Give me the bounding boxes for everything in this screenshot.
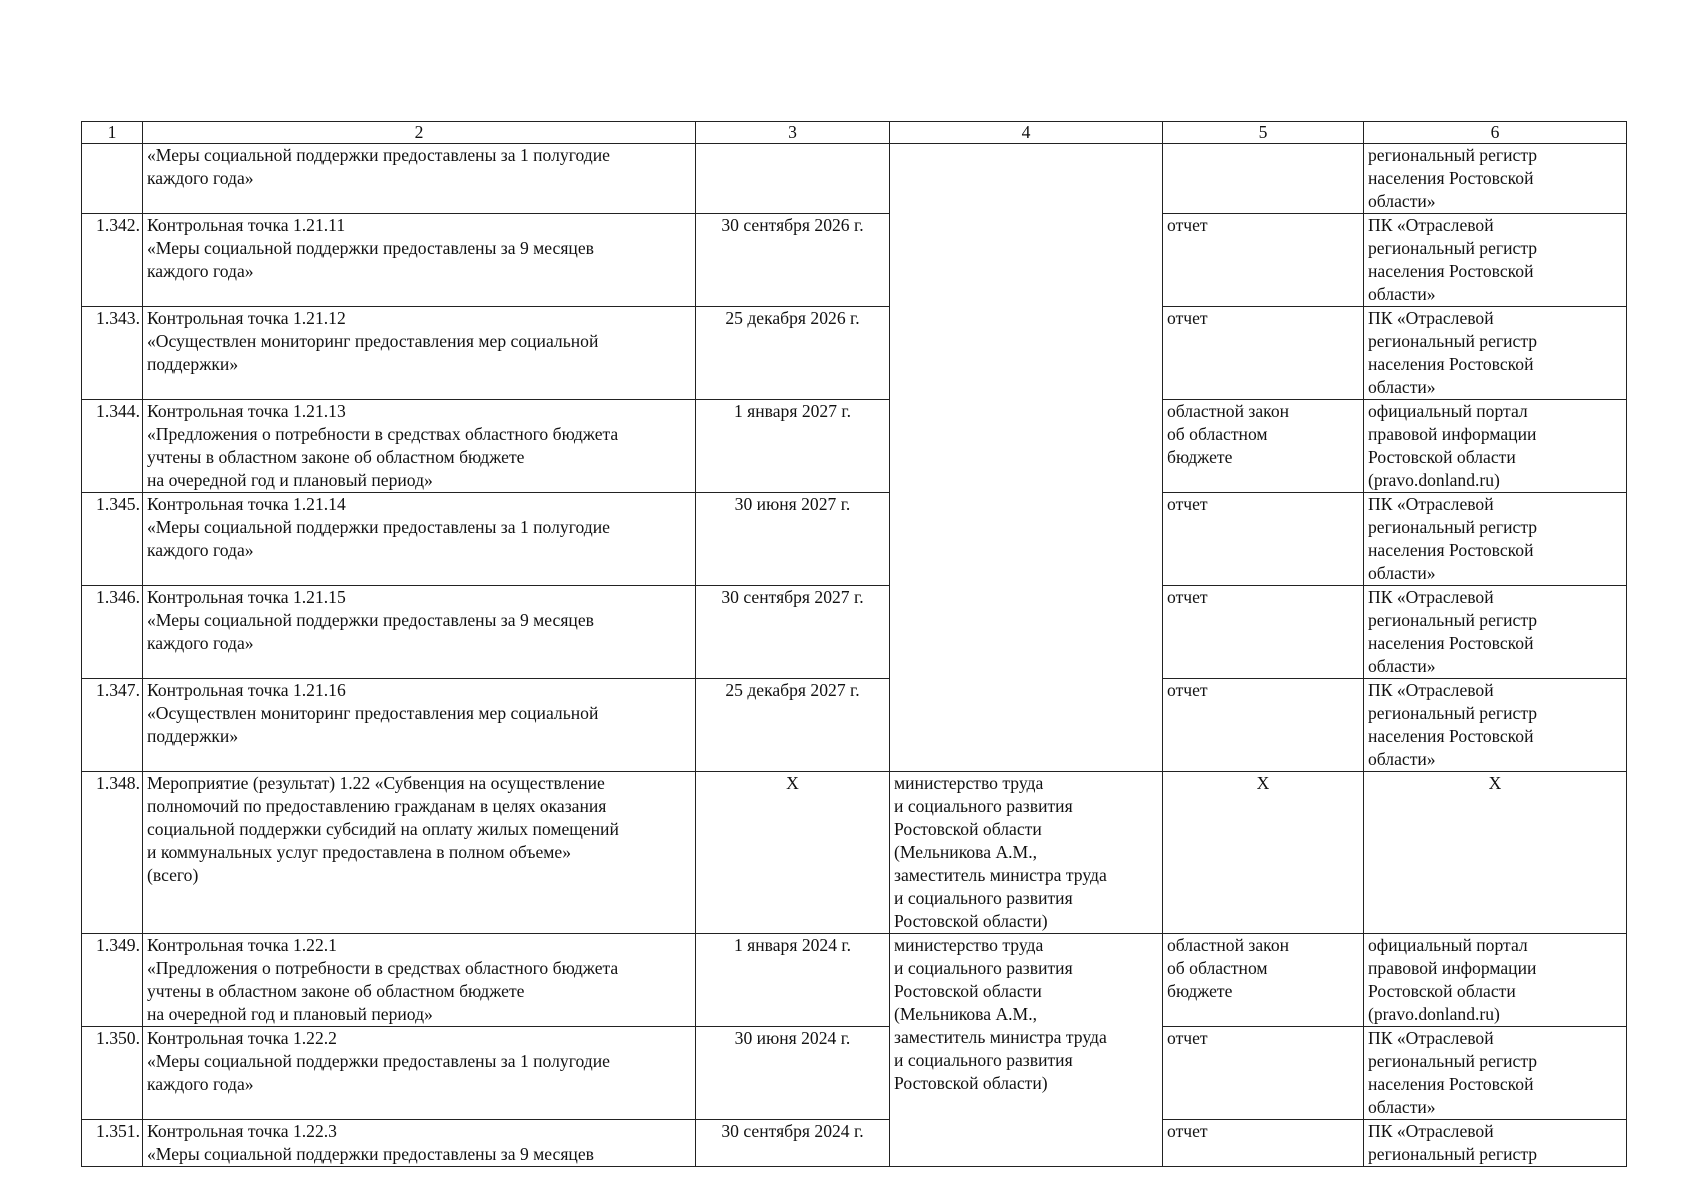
row-description: «Меры социальной поддержки предоставлены за 1 полугодие каждого года»: [143, 144, 696, 214]
row-document: отчет: [1163, 1027, 1364, 1120]
row-number: 1.351.: [82, 1120, 143, 1167]
row-document: отчет: [1163, 493, 1364, 586]
table-row: [82, 1120, 1627, 1167]
row-number: 1.346.: [82, 586, 143, 679]
row-date: 25 декабря 2027 г.: [696, 679, 890, 772]
table-row: [82, 493, 1627, 586]
row-document: [1163, 144, 1364, 214]
responsible-merged-cell: министерство труда и социального развития Ростовской области (Мельникова А.М., заместитель министра труда и социального развития Ростовской области): [890, 934, 1163, 1167]
row-document: Х: [1163, 772, 1364, 934]
row-date: 30 сентября 2024 г.: [696, 1120, 890, 1167]
row-date: 30 сентября 2027 г.: [696, 586, 890, 679]
row-number: 1.344.: [82, 400, 143, 493]
row-date: 25 декабря 2026 г.: [696, 307, 890, 400]
table-row: [82, 214, 1627, 307]
row-date: 30 июня 2024 г.: [696, 1027, 890, 1120]
row-document: отчет: [1163, 307, 1364, 400]
table-row: [82, 679, 1627, 772]
column-header: 5: [1163, 122, 1364, 144]
row-number: 1.345.: [82, 493, 143, 586]
row-number: 1.347.: [82, 679, 143, 772]
row-source: региональный регистр населения Ростовской области»: [1364, 144, 1627, 214]
row-date: [696, 144, 890, 214]
row-number: 1.343.: [82, 307, 143, 400]
row-document: отчет: [1163, 586, 1364, 679]
column-header: 6: [1364, 122, 1627, 144]
row-source: Х: [1364, 772, 1627, 934]
table-header-row: [82, 122, 1627, 144]
row-description: Контрольная точка 1.22.1 «Предложения о потребности в средствах областного бюджета учтены в областном законе об областном бюджете на очередной год и плановый период»: [143, 934, 696, 1027]
row-number: 1.349.: [82, 934, 143, 1027]
row-date: 1 января 2027 г.: [696, 400, 890, 493]
row-description: Контрольная точка 1.21.11 «Меры социальной поддержки предоставлены за 9 месяцев каждого года»: [143, 214, 696, 307]
row-document: областной закон об областном бюджете: [1163, 934, 1364, 1027]
column-header: 4: [890, 122, 1163, 144]
row-document: отчет: [1163, 214, 1364, 307]
row-source: ПК «Отраслевой региональный регистр населения Ростовской области»: [1364, 1027, 1627, 1120]
table-row: [82, 586, 1627, 679]
table-row: [82, 1027, 1627, 1120]
row-source: ПК «Отраслевой региональный регистр: [1364, 1120, 1627, 1167]
column-header: 2: [143, 122, 696, 144]
row-number: [82, 144, 143, 214]
row-description: Контрольная точка 1.22.2 «Меры социальной поддержки предоставлены за 1 полугодие каждого года»: [143, 1027, 696, 1120]
row-source: ПК «Отраслевой региональный регистр населения Ростовской области»: [1364, 679, 1627, 772]
row-number: 1.350.: [82, 1027, 143, 1120]
responsible-merged-cell: [890, 144, 1163, 772]
row-source: ПК «Отраслевой региональный регистр населения Ростовской области»: [1364, 214, 1627, 307]
row-description: Контрольная точка 1.21.16 «Осуществлен мониторинг предоставления мер социальной поддержки»: [143, 679, 696, 772]
table-row: [82, 144, 1627, 214]
table-row: [82, 400, 1627, 493]
column-header: 3: [696, 122, 890, 144]
row-description: Контрольная точка 1.21.15 «Меры социальной поддержки предоставлены за 9 месяцев каждого года»: [143, 586, 696, 679]
row-number: 1.348.: [82, 772, 143, 934]
row-number: 1.342.: [82, 214, 143, 307]
row-responsible: министерство труда и социального развития Ростовской области (Мельникова А.М., заместитель министра труда и социального развития Ростовской области): [890, 772, 1163, 934]
row-date: 30 сентября 2026 г.: [696, 214, 890, 307]
row-description: Контрольная точка 1.22.3 «Меры социальной поддержки предоставлены за 9 месяцев: [143, 1120, 696, 1167]
table-row: [82, 772, 1627, 934]
row-document: отчет: [1163, 1120, 1364, 1167]
row-description: Контрольная точка 1.21.14 «Меры социальной поддержки предоставлены за 1 полугодие каждого года»: [143, 493, 696, 586]
document-page: [81, 121, 1626, 1167]
row-description: Контрольная точка 1.21.12 «Осуществлен мониторинг предоставления мер социальной поддержки»: [143, 307, 696, 400]
row-source: официальный портал правовой информации Ростовской области (pravo.donland.ru): [1364, 934, 1627, 1027]
row-source: ПК «Отраслевой региональный регистр населения Ростовской области»: [1364, 586, 1627, 679]
row-description: Контрольная точка 1.21.13 «Предложения о потребности в средствах областного бюджета учтены в областном законе об областном бюджете на очередной год и плановый период»: [143, 400, 696, 493]
row-date: 30 июня 2027 г.: [696, 493, 890, 586]
column-header: 1: [82, 122, 143, 144]
row-date: 1 января 2024 г.: [696, 934, 890, 1027]
table-row: [82, 934, 1627, 1027]
table-row: [82, 307, 1627, 400]
row-source: ПК «Отраслевой региональный регистр населения Ростовской области»: [1364, 493, 1627, 586]
row-document: отчет: [1163, 679, 1364, 772]
row-source: официальный портал правовой информации Ростовской области (pravo.donland.ru): [1364, 400, 1627, 493]
row-document: областной закон об областном бюджете: [1163, 400, 1364, 493]
row-description: Мероприятие (результат) 1.22 «Субвенция на осуществление полномочий по предоставлению гражданам в целях оказания социальной поддержки субсидий на оплату жилых помещений и коммунальных услуг предоставлена в полном объеме» (всего): [143, 772, 696, 934]
row-date: Х: [696, 772, 890, 934]
row-source: ПК «Отраслевой региональный регистр населения Ростовской области»: [1364, 307, 1627, 400]
activity-table: [81, 121, 1627, 1167]
